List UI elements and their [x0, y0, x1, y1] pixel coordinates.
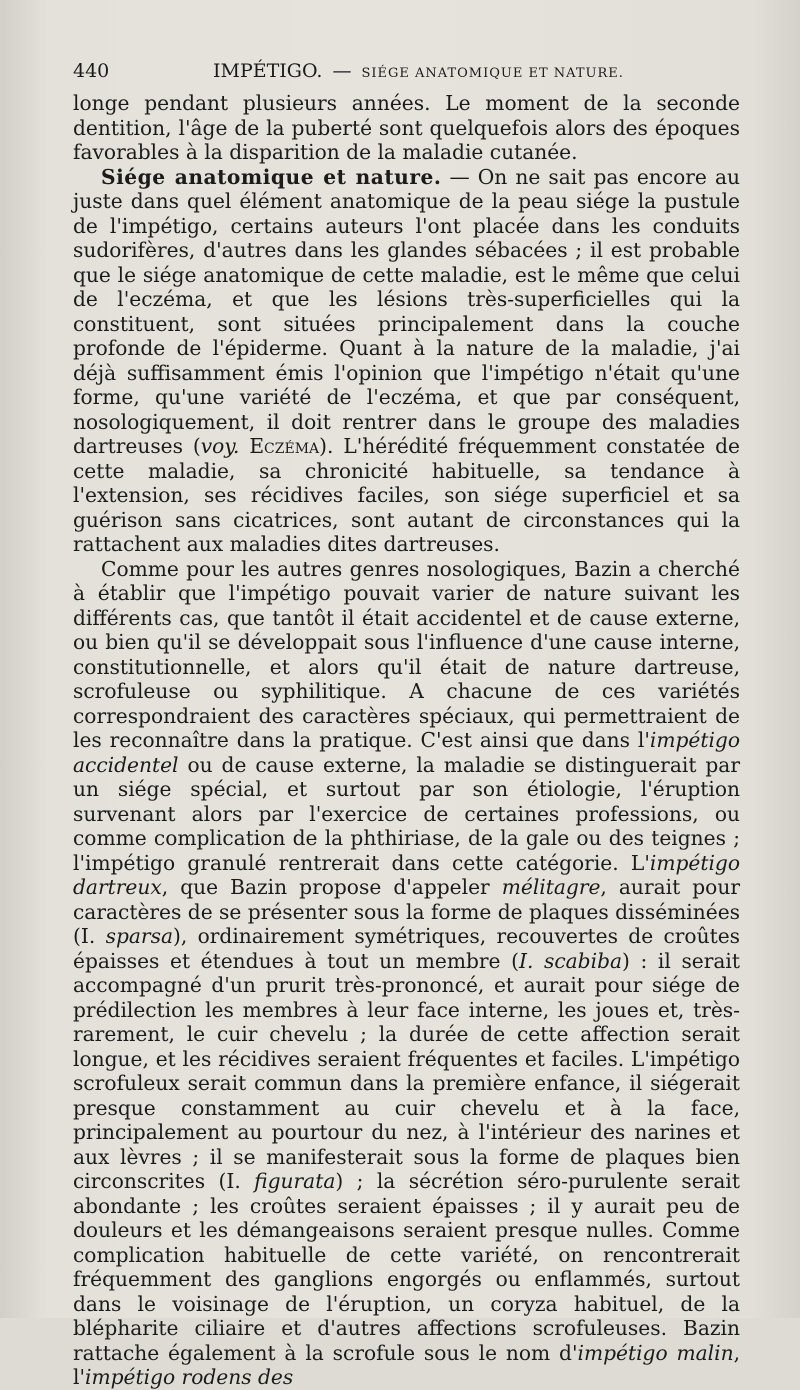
italic-text: impétigo accidentel: [73, 728, 740, 777]
text-run: ) ; la sécrétion séro-purulente serait abondante ; les croûtes seraient épaisses ; il y aurait peu de douleurs et les démangeaisons seraient presque nulles. Comme complication habituelle de cette variété, on rencontrerait fréquemment des ganglions engorgés ou enflammés, surtout dans le voisinage de l'éruption, un coryza habituel, de la blépharite ciliaire et d'autres affections scrofuleuses. Bazin rattache également à la scrofule sous le nom d': [73, 1169, 740, 1365]
text-run: , l': [73, 1340, 741, 1389]
text-run: — On ne sait pas encore au juste dans quel élément anatomique de la peau siége la pustule de l'impétigo, certains auteurs l'ont placée dans les conduits sudorifères, d'autres dans les glandes sébacées ; il est probable que le siége anatomique de cette maladie, est le même que celui de l'eczéma, et que les lésions très-superficielles qui la constituent, sont situées principalement dans la couche profonde de l'épiderme. Quant à la nature de la maladie, j'ai déjà suffisamment émis l'opinion que l'impétigo n'était qu'une forme, qu'une variété de l'eczéma, et que par conséquent, nosologiquement, il doit rentrer dans le groupe des maladies dartreuses (: [73, 164, 740, 458]
running-subtitle: SIÉGE ANATOMIQUE ET NATURE.: [361, 66, 624, 81]
page-number: 440: [73, 60, 110, 82]
running-title: IMPÉTIGO.: [213, 60, 323, 82]
paragraph: [73, 91, 740, 165]
text-run: ) : il serait accompagné d'un prurit très-prononcé, et aurait pour siége de prédilection les membres à leur face interne, les joues et, très-rarement, le cuir chevelu ; la durée de cette affection serait longue, et les récidives seraient fréquentes et faciles. L'impétigo scrofuleux serait commun dans la première enfance, il siégerait presque constamment au cuir chevelu et à la face, principalement au pourtour du nez, à l'intérieur des narines et aux lèvres ; il se manifesterait sous la forme de plaques bien circonscrites (I.: [73, 948, 741, 1193]
italic-text: figurata: [254, 1169, 336, 1193]
section-heading: Siége anatomique et nature.: [101, 164, 442, 189]
text-run: ). L'hérédité fréquemment constatée de cette maladie, sa chronicité habituelle, sa tendance à l'extension, ses récidives faciles, son siége superficiel et sa guérison sans cicatrices, sont autant de circonstances qui la rattachent aux maladies dites dartreuses.: [73, 434, 740, 556]
italic-text: I. scabiba: [518, 948, 623, 973]
text-run: longe pendant plusieurs années. Le moment de la seconde dentition, l'âge de la puberté sont quelquefois alors des époques favorables à la disparition de la maladie cutanée.: [73, 91, 740, 164]
text-run: ou de cause externe, la maladie se distinguerait par un siége spécial, et surtout par son étiologie, l'éruption survenant alors par l'exercice de certaines professions, ou comme complication de la phthiriase, de la gale ou des teignes ; l'impétigo granulé rentrerait dans cette catégorie. L': [73, 752, 740, 875]
italic-text: voy.: [200, 434, 240, 458]
italic-text: impétigo malin: [577, 1340, 734, 1365]
italic-text: impétigo dartreux: [73, 850, 740, 899]
text-run: , aurait pour caractères de se présenter sous la forme de plaques disséminées (I.: [73, 875, 740, 948]
paragraph: [73, 165, 740, 557]
italic-text: mélitagre: [501, 875, 601, 899]
page-body: [73, 91, 740, 1390]
text-run: , que Bazin propose d'appeler: [161, 875, 502, 899]
paragraph: [73, 557, 740, 1390]
text-run: ), ordinairement symétriques, recouvertes de croûtes épaisses et étendues à tout un membre (: [73, 924, 740, 973]
running-head-separator: —: [332, 60, 352, 82]
small-caps-text: Eczéma: [249, 434, 320, 458]
running-head: [73, 58, 740, 87]
text-run: [239, 434, 249, 458]
italic-text: impétigo rodens des: [85, 1365, 294, 1389]
text-run: Comme pour les autres genres nosologiques, Bazin a cherché à établir que l'impétigo pouvait varier de nature suivant les différents cas, que tantôt il était accidentel et de cause externe, ou bien qu'il se développait sous l'influence d'une cause interne, constitutionnelle, et alors qu'il était de nature dartreuse, scrofuleuse ou syphilitique. A chacune de ces variétés correspondraient des caractères spéciaux, qui permettraient de les reconnaître dans la pratique. C'est ainsi que dans l': [73, 556, 740, 752]
italic-text: sparsa: [105, 924, 173, 948]
